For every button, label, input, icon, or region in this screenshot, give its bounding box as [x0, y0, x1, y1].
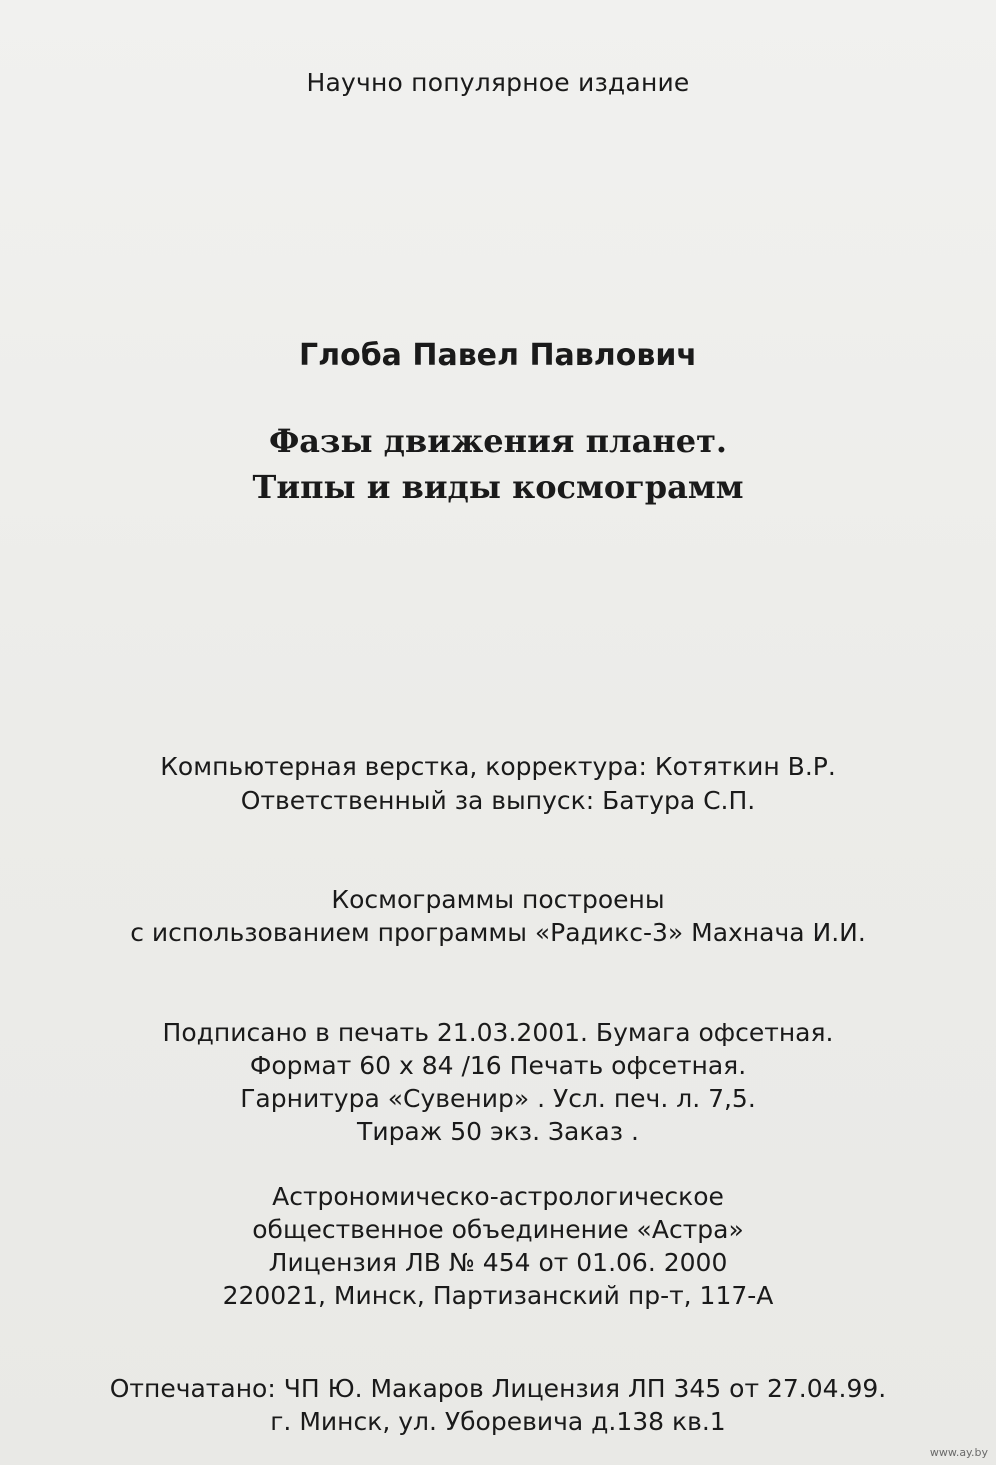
author-name: Глоба Павел Павлович — [299, 338, 697, 373]
publisher-license: Лицензия ЛВ № 454 от 01.06. 2000 — [268, 1248, 728, 1277]
print-run: Тираж 50 экз. Заказ . — [357, 1117, 639, 1146]
book-title-line-1: Фазы движения планет. — [268, 422, 728, 460]
publisher-line-2: общественное объединение «Астра» — [252, 1215, 744, 1244]
print-font: Гарнитура «Сувенир» . Усл. печ. л. 7,5. — [240, 1084, 756, 1113]
cosmograms-note-line-1: Космограммы построены — [331, 885, 665, 914]
cosmograms-note-line-2: с использованием программы «Радикс-3» Махнача И.И. — [130, 918, 866, 947]
credits-layout: Компьютерная верстка, корректура: Котяткин В.Р. — [160, 752, 836, 781]
credits-responsible: Ответственный за выпуск: Батура С.П. — [240, 786, 756, 815]
print-signed: Подписано в печать 21.03.2001. Бумага офсетная. — [162, 1018, 834, 1047]
book-title-line-2: Типы и виды космограмм — [252, 468, 744, 506]
series-label: Научно популярное издание — [306, 68, 690, 97]
print-format: Формат 60 x 84 /16 Печать офсетная. — [249, 1051, 747, 1080]
site-watermark: www.ay.by — [929, 1446, 988, 1459]
printed-by-line-1: Отпечатано: ЧП Ю. Макаров Лицензия ЛП 345 от 27.04.99. — [109, 1374, 887, 1403]
printed-by-line-2: г. Минск, ул. Уборевича д.138 кв.1 — [270, 1407, 726, 1436]
publisher-address: 220021, Минск, Партизанский пр-т, 117-А — [222, 1281, 774, 1310]
publisher-line-1: Астрономическо-астрологическое — [272, 1182, 724, 1211]
